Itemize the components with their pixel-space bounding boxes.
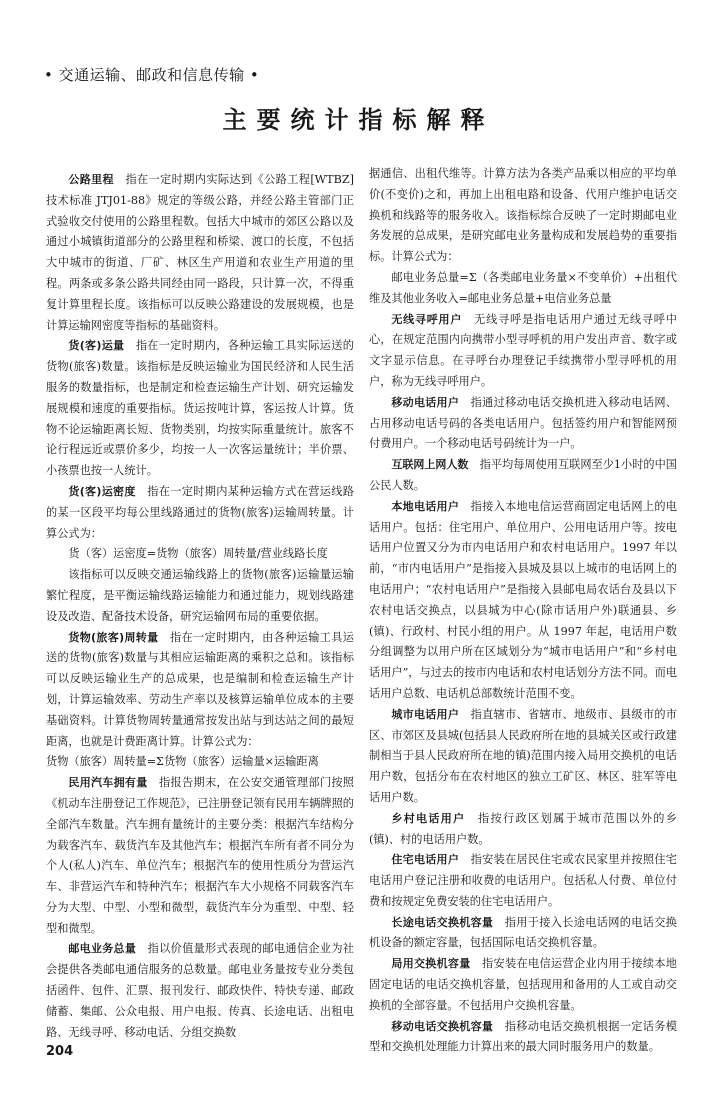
definition-paragraph <box>369 913 677 955</box>
definition-paragraph <box>369 497 677 705</box>
definition-paragraph <box>369 809 677 851</box>
page-title: 主要统计指标解释 <box>222 106 495 134</box>
indicator-term: 民用汽车拥有量 <box>68 776 148 790</box>
indicator-term: 无线寻呼用户 <box>391 312 463 326</box>
definition-paragraph <box>46 628 354 753</box>
definition-text: 指直辖市、省辖市、地级市、县级市的市区、市郊区及县城(包括县人民政府所在地的县城关区或行政建制相当于县人民政府所在地的镇)范围内接入局用交换机的电话用户数，包括分布在农村地区的独立工矿区、林区、驻军等电话用户数。 <box>369 707 677 804</box>
definition-text: 指在一定时期内，由各种运输工具运送的货物(旅客)数量与其相应运输距离的乘积之总和。该指标可以反映运输业生产的总成果，也是编制和检查运输生产计划，计算运输效率、劳动生产率以及核算运输单位成本的主要基础资料。计算货物周转量通常按发出站与到达站之间的最短距离，也就是计费距离计算。计算公式为： <box>46 630 354 748</box>
indicator-term: 邮电业务总量 <box>68 942 137 956</box>
definition-text: 指通过移动电话交换机进入移动电话网、占用移动电话号码的各类电话用户。包括签约用户和智能网预付费用户。一个移动电话号码统计为一户。 <box>369 395 677 451</box>
definition-text: 指平均每周使用互联网至少1小时的中国公民人数。 <box>369 458 677 492</box>
definition-paragraph <box>46 939 354 1043</box>
definition-text: 据通信、出租代维等。计算方法为各类产品乘以相应的平均单价(不变价)之和，再加上出租电路和设备、代用户维护电话交换机和线路等的服务收入。该指标综合反映了一定时期邮电业务发展的总成果，是研究邮电业务量构成和发展趋势的重要指标。计算公式为： <box>369 167 677 264</box>
definition-text: 指以价值量形式表现的邮电通信企业为社会提供各类邮电通信服务的总数量。邮电业务量按专业分类包括函件、包件、汇票、报刊发行、邮政快件、特快专递、邮政储蓄、集邮、公众电报、用户电报、传真、长途电话、出租电路、无线寻呼、移动电话、分组交换数 <box>46 942 354 1039</box>
definition-text: 指在一定时期内某种运输方式在营运线路的某一区段平均每公里线路通过的货物(旅客)运输周转量。计算公式为： <box>46 484 354 540</box>
definition-text: 无线寻呼是指电话用户通过无线寻呼中心，在规定范围内向携带小型寻呼机的用户发出声音、数字或文字显示信息。在寻呼台办理登记手续携带小型寻呼机的用户，称为无线寻呼用户。 <box>369 312 677 388</box>
right-column <box>369 164 677 1054</box>
definition-paragraph <box>46 336 354 482</box>
definition-text: 指安装在居民住宅或农民家里并按照住宅电话用户登记注册和收费的电话用户。包括私人付费、单位付费和按规定免费安装的住宅电话用户。 <box>369 853 677 908</box>
definition-text: 指报告期末，在公安交通管理部门按照《机动车注册登记工作规范》，已注册登记领有民用车辆牌照的全部汽车数量。汽车拥有量统计的主要分类：根据汽车结构分为载客汽车、载货汽车及其他汽车；根据汽车所有者不同分为个人(私人)汽车、单位汽车；根据汽车的使用性质分为营运汽车、非营运汽车和特种汽车；根据汽车大小规格不同载客汽车分为大型、中型、小型和微型，载货汽车分为重型、中型、轻型和微型。 <box>46 776 354 935</box>
definition-text: 货（客）运密度=货物（旅客）周转量/营业线路长度 <box>68 547 328 561</box>
definition-text: 指按行政区划属于城市范围以外的乡(镇)、村的电话用户数。 <box>369 811 677 846</box>
indicator-term: 本地电话用户 <box>391 499 460 513</box>
indicator-term: 移动电话交换机容量 <box>391 1019 494 1033</box>
indicator-term: 局用交换机容量 <box>391 957 471 971</box>
page-number: 204 <box>46 1044 74 1059</box>
section-header: • 交通运输、邮政和信息传输 • <box>44 66 260 84</box>
definition-text: 指接入本地电信运营商固定电话网上的电话用户。包括：住宅用户、单位用户、公用电话用户等。按电话用户位置又分为市内电话用户和农村电话用户。1997 年以前，“市内电话用户”是指接入县城及县以上城市的电话网上的电话用户；“农村电话用户”是指接入县邮电局农话台及县以下农村电话交换点，以县城为中心(除市话用户外)联通县、乡(镇)、行政村、村民小组的用户。从 1997 年起，电话用户数分组调整为以用户所在区域划分为“城市电话用户”和“乡村电话用户”，与过去的按市内电话和农村电话划分方法不同。而电话用户总数、电话机总部数统计范围不变。 <box>369 499 677 700</box>
body-paragraph <box>46 565 354 627</box>
definition-paragraph <box>369 1017 677 1059</box>
definition-text: 该指标可以反映交通运输线路上的货物(旅客)运输量运输繁忙程度，是平衡运输线路运输能力和通过能力，规划线路建设及改造、配备技术设备，研究运输网布局的重要依据。 <box>46 568 354 623</box>
left-column <box>46 170 354 1040</box>
indicator-term: 互联网上网人数 <box>391 458 469 472</box>
definition-text: 指用于接入长途电话网的电话交换机设备的额定容量，包括国际电话交换机容量。 <box>369 915 677 950</box>
definition-paragraph <box>369 954 677 1016</box>
indicator-term: 长途电话交换机容量 <box>391 915 494 929</box>
definition-text: 指移动电话交换机根据一定话务模型和交换机处理能力计算出来的最大同时服务用户的数量。 <box>369 1019 677 1054</box>
definition-text: 指安装在电信运营企业内用于接续本地固定电话的电话交换机容量，包括现用和备用的人工或自动交换机的全部容量。不包括用户交换机容量。 <box>369 957 677 1012</box>
definition-text: 指在一定时期内实际达到《公路工程[WTBZ]技术标准 JTJ01-88》规定的等级公路，并经公路主管部门正式验收交付使用的公路里程数。包括大中城市的郊区公路以及通过小城镇街道部分的公路里程和桥梁、渡口的长度，不包括大中城市的街道、厂矿、林区生产用道和农业生产用道的里程。两条或多条公路共同经由同一路段，只计算一次，不得重复计算里程长度。该指标可以反映公路建设的发展规模，也是计算运输网密度等指标的基础资料。 <box>46 173 355 332</box>
definition-paragraph <box>46 482 354 544</box>
definition-paragraph <box>369 310 677 393</box>
definition-text: 货物（旅客）周转量=Σ货物（旅客）运输量×运输距离 <box>46 755 319 769</box>
definition-paragraph <box>46 773 354 939</box>
indicator-term: 移动电话用户 <box>391 395 460 409</box>
indicator-term: 乡村电话用户 <box>391 811 466 825</box>
definition-paragraph <box>369 455 677 497</box>
definition-paragraph <box>369 393 677 455</box>
body-paragraph <box>46 544 354 565</box>
definition-text: 指在一定时期内，各种运输工具实际运送的货物(旅客)数量。该指标是反映运输业为国民经济和人民生活服务的数量指标，也是制定和检查运输生产计划、研究运输发展规模和速度的重要指标。货运按吨计算，客运按人计算。货物不论运输距离长短、货物类别，均按实际重量统计。旅客不论行程远近或票价多少，均按一人一次客运量统计；半价票、小孩票也按一人统计。 <box>46 339 354 478</box>
body-paragraph <box>46 752 354 773</box>
definition-paragraph <box>369 705 677 809</box>
indicator-term: 城市电话用户 <box>391 707 460 721</box>
definition-text: 邮电业务总量=Σ（各类邮电业务量×不变单价）+出租代维及其他业务收入=邮电业务总量+电信业务总量 <box>369 270 677 305</box>
body-paragraph <box>369 268 677 310</box>
body-paragraph <box>369 164 677 268</box>
indicator-term: 公路里程 <box>68 173 114 186</box>
definition-paragraph <box>46 170 354 336</box>
indicator-term: 货物(旅客)周转量 <box>68 630 159 644</box>
indicator-term: 住宅电话用户 <box>391 853 460 867</box>
indicator-term: 货(客)运密度 <box>68 484 136 498</box>
definition-paragraph <box>369 850 677 912</box>
indicator-term: 货(客)运量 <box>68 339 125 353</box>
